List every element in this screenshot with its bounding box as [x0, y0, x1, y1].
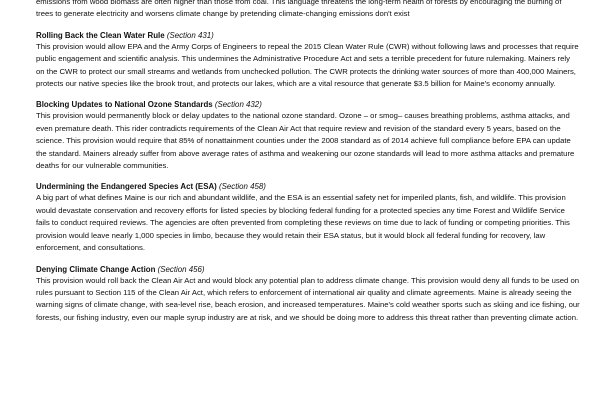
section-reference: (Section 432): [214, 100, 262, 110]
section-reference: (Section 431): [166, 30, 214, 40]
section-heading-esa: [36, 181, 580, 192]
section-reference: (Section 456): [157, 264, 205, 274]
section-title: Undermining the Endangered Species Act (ESA): [36, 182, 217, 192]
spacer: [36, 172, 580, 181]
spacer: [36, 21, 580, 30]
section-body-clean-water: This provision would allow EPA and the Army Corps of Engineers to repeal the 2015 Clean Water Rule (CWR) without following laws and processes that require public engagement and scientific analysis. This undermines the Administrative Procedure Act and sets a terrible precedent for future rulemaking. Mainers rely on the CWR to protect our small streams and wetlands from unchecked pollution. The CWR protects the drinking water sources of more than 400,000 Mainers, protects our native species like the brook trout, and protects our lakes, which are a vital resource that generate $3.5 billion for Maine's economy annually.: [36, 41, 579, 89]
section-title: Blocking Updates to National Ozone Standards: [36, 100, 213, 110]
section-body-esa: A big part of what defines Maine is our rich and abundant wildlife, and the ESA is an essential safety net for imperiled plants, fish, and wildlife. This provision would devastate conservation and recovery efforts for listed species by blocking federal funding for a protected species any time Forest and Wildlife Service fails to conduct required reviews. The agencies are often prevented from completing these reviews on time due to lack of funding or competing priorities. This provision would leave nearly 1,000 species in limbo, because they would retain their ESA status, but it would block all federal funding for recovery, law enforcement, and consultations.: [36, 193, 570, 253]
spacer: [36, 255, 580, 264]
intro-paragraph: emissions from wood biomass are often higher than those from coal. This language threatens the long-term health of forests by encouraging the burning of trees to generate electricity and worsens climate change by pretending climate-changing emissions don't exist: [36, 0, 562, 19]
section-body-climate: This provision would roll back the Clean Air Act and would block any potential plan to address climate change. This provision would deny all funds to be used on rules pursuant to Section 115 of the Clean Air Act, which refers to enforcement of international air quality and climate agreements. Maine is already seeing the warning signs of climate change, with sea-level rise, beach erosion, and increased temperatures. Maine's cold weather sports such as skiing and ice fishing, our forests, our fishing industry, even our maple syrup industry are at risk, and we should be doing more to address this threat rather than preventing climate action.: [36, 275, 580, 322]
section-reference: (Section 458): [219, 182, 266, 192]
spacer: [36, 90, 580, 99]
section-heading-climate: [36, 264, 580, 275]
section-title: Rolling Back the Clean Water Rule: [36, 30, 165, 40]
section-title: Denying Climate Change Action: [36, 264, 156, 274]
section-heading-ozone: [36, 99, 580, 110]
section-heading-clean-water: [36, 30, 580, 41]
section-body-ozone: This provision would permanently block or delay updates to the national ozone standard. Ozone – or smog– causes breathing problems, asthma attacks, and even premature death. This rider contradicts requirements of the Clean Air Act that require review and revision of the standard every 5 years, based on the science. This provision would require that 85% of nonattainment counties under the 2008 standard as of 2014 achieve full compliance before EPA can update the standard. Mainers already suffer from above average rates of asthma and weakening our ozone standards will lead to more asthma attacks and premature deaths for our vulnerable communities.: [36, 111, 575, 171]
